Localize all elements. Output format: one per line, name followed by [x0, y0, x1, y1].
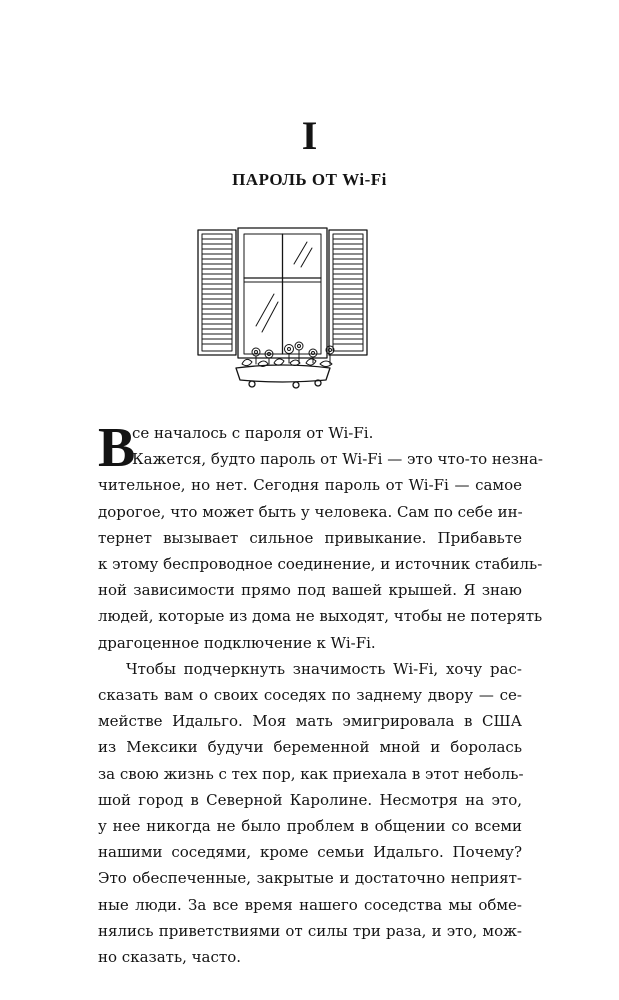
text-line: сказать вам о своих соседях по заднему двору — се-: [98, 686, 522, 705]
right-shutter: [329, 230, 367, 355]
text-line: Кажется, будто пароль от Wi-Fi — это что-то незна-: [132, 450, 543, 469]
text-line: шой город в Северной Каролине. Несмотря на это,: [98, 790, 522, 809]
text-line: Чтобы подчеркнуть значимость Wi-Fi, хочу рас-: [126, 659, 522, 678]
text-line: драгоценное подключение к Wi-Fi.: [98, 633, 376, 652]
text-line: из Мексики будучи беременной мной и боролась: [98, 738, 522, 757]
text-line: нашими соседями, кроме семьи Идальго. Почему?: [98, 843, 522, 862]
text-line: у нее никогда не было проблем в общении со всеми: [98, 817, 522, 836]
text-line: се началось с пароля от Wi-Fi.: [132, 424, 374, 442]
flower-box: [236, 365, 330, 388]
text-line: Это обеспеченные, закрытые и достаточно неприят-: [98, 869, 522, 888]
drop-cap: В: [98, 417, 136, 479]
paragraph-1: [98, 417, 543, 656]
paragraph-2: [98, 656, 522, 970]
text-line: за свою жизнь с тех пор, как приехала в этот неболь-: [98, 764, 524, 783]
body-text: [98, 417, 543, 970]
left-shutter: [198, 230, 236, 355]
chapter-title: ПАРОЛЬ ОТ Wi-Fi: [232, 170, 387, 189]
chapter-number: I: [301, 113, 318, 158]
text-line: мействе Идальго. Моя мать эмигрировала в США: [98, 712, 522, 731]
window-frame: [238, 228, 327, 358]
text-line: нялись приветствиями от силы три раза, и это, мож-: [98, 921, 522, 940]
text-line: но сказать, часто.: [98, 948, 241, 967]
text-line: ные люди. За все время нашего соседства мы обме-: [98, 895, 522, 914]
text-line: тернет вызывает сильное привыкание. Прибавьте: [98, 528, 522, 547]
text-line: людей, которые из дома не выходят, чтобы не потерять: [98, 607, 543, 626]
window-illustration: [190, 222, 375, 392]
text-line: чительное, но нет. Сегодня пароль от Wi-Fi — самое: [98, 476, 522, 495]
text-line: к этому беспроводное соединение, и источник стабиль-: [98, 555, 543, 574]
text-line: дорогое, что может быть у человека. Сам по себе ин-: [98, 502, 523, 521]
text-line: ной зависимости прямо под вашей крышей. Я знаю: [98, 581, 522, 600]
